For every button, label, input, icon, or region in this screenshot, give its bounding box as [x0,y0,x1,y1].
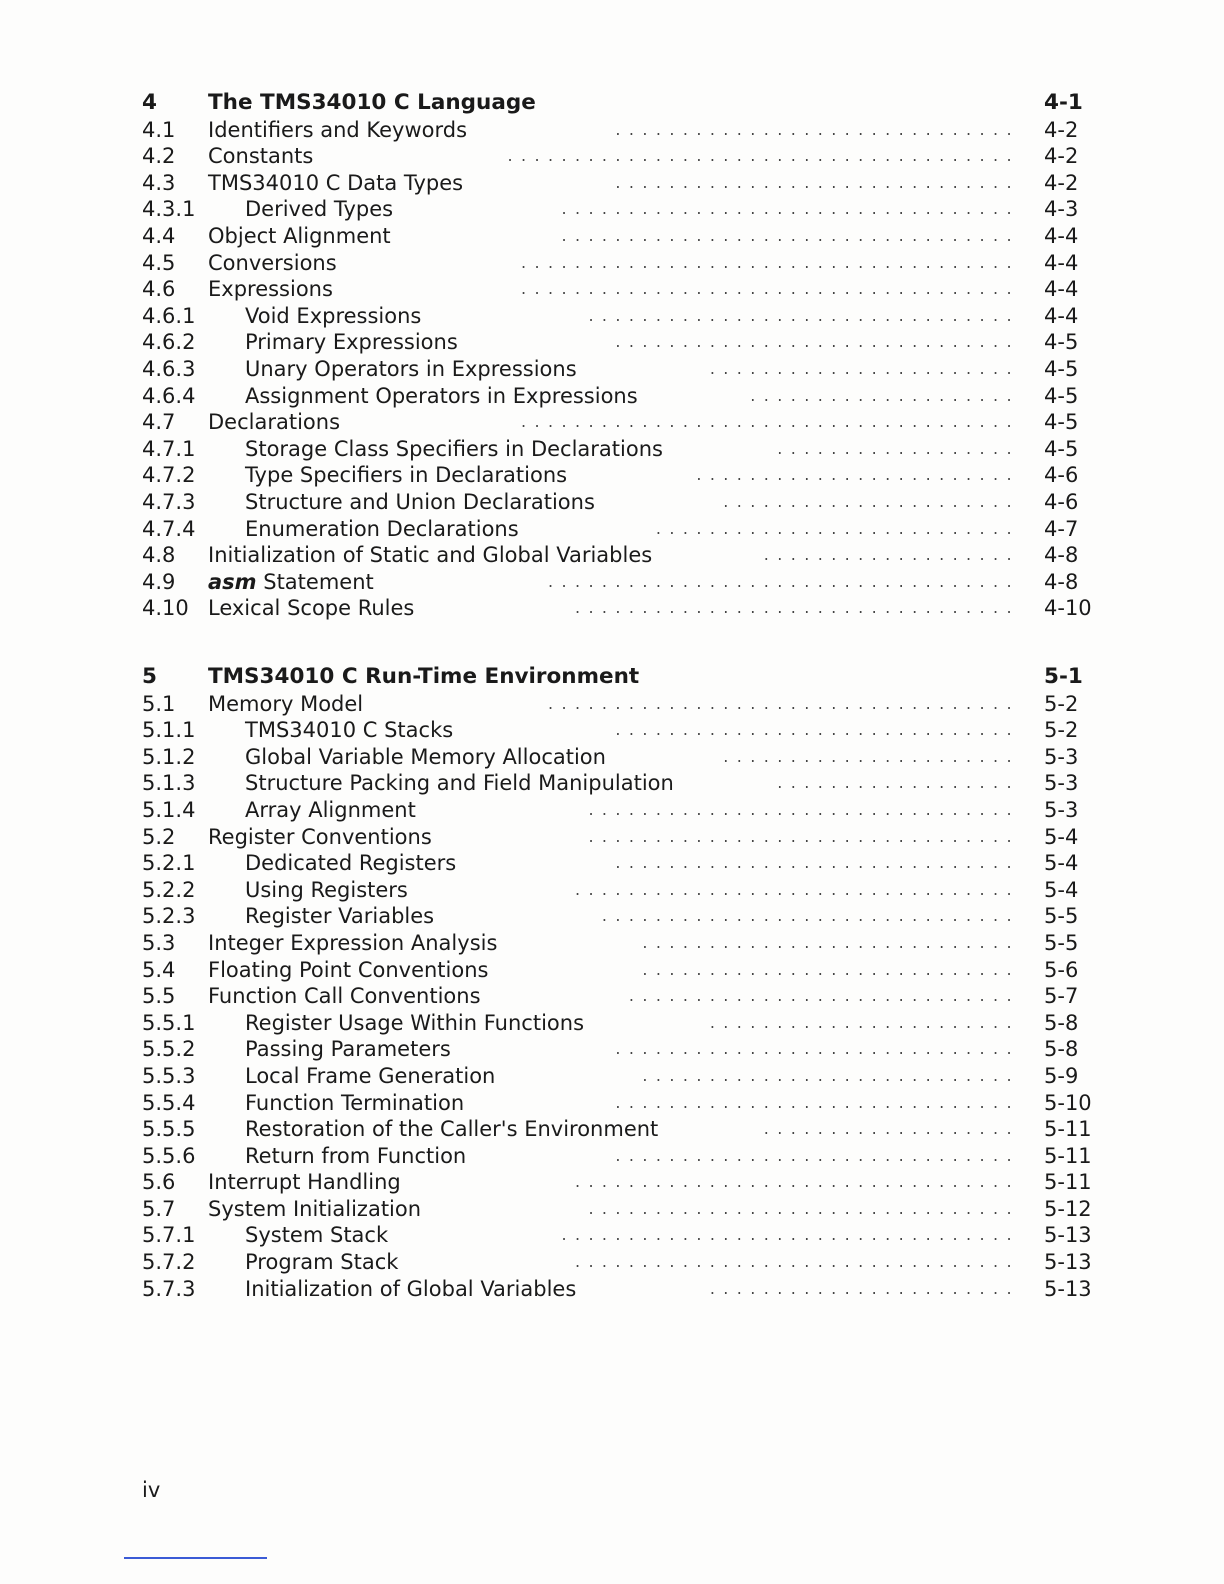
entry-title: Function Call Conventions [208,984,481,1009]
entry-title: Integer Expression Analysis [208,930,498,955]
entry-page: 5-12 [1044,1196,1092,1221]
entry-page: 5-11 [1044,1117,1092,1142]
entry-number: 5.5 [142,984,176,1009]
chapter-number: 4 [142,90,157,115]
entry-number: 5.4 [142,957,176,982]
entry-page: 4-8 [1044,543,1079,568]
entry-page: 5-11 [1044,1143,1092,1168]
entry-title: Global Variable Memory Allocation [245,744,606,769]
toc-entry[interactable] [142,744,1102,771]
entry-keyword: asm [208,569,257,594]
dot-leader: ................................ [588,799,1020,819]
chapter-4-section [142,90,1102,622]
dot-leader: ................................ [588,1198,1020,1218]
entry-title: Memory Model [208,691,364,716]
entry-number: 5.1.3 [142,771,196,796]
dot-leader: ...................................... [507,146,1020,166]
dot-leader: ............................ [642,959,1020,979]
toc-entry[interactable] [142,1036,1102,1063]
entry-number: 5.5.3 [142,1063,196,1088]
entry-number: 4.7.2 [142,463,196,488]
dot-leader: ................................. [574,1172,1020,1192]
entry-number: 4.8 [142,543,176,568]
dot-leader: ................... [763,1119,1020,1139]
toc-entry[interactable] [142,143,1102,170]
entry-title: Register Conventions [208,824,432,849]
entry-number: 4.1 [142,117,176,142]
entry-number: 5.5.6 [142,1143,196,1168]
entry-page: 5-13 [1044,1223,1092,1248]
toc-entry[interactable] [142,1143,1102,1170]
toc-entry[interactable] [142,770,1102,797]
entry-title: Register Variables [245,904,435,929]
entry-number: 4.7.1 [142,436,196,461]
toc-entry[interactable] [142,356,1102,383]
toc-entry[interactable] [142,903,1102,930]
toc-entry[interactable] [142,1196,1102,1223]
toc-entry[interactable] [142,850,1102,877]
toc-entry[interactable] [142,1222,1102,1249]
toc-entry[interactable] [142,223,1102,250]
entry-page: 5-8 [1044,1037,1079,1062]
entry-number: 4.7.3 [142,489,196,514]
dot-leader: .................. [777,438,1020,458]
dot-leader: ............................ [642,1065,1020,1085]
dot-leader: ....................... [709,1278,1020,1298]
entry-page: 5-3 [1044,771,1079,796]
entry-page: 5-2 [1044,691,1079,716]
entry-title: TMS34010 C Stacks [245,718,454,743]
entry-title: Object Alignment [208,223,391,248]
dot-leader: .................. [777,773,1020,793]
entry-title: Initialization of Static and Global Variables [208,543,653,568]
entry-number: 5.7.3 [142,1276,196,1301]
entry-number: 5.5.4 [142,1090,196,1115]
entry-page: 4-3 [1044,197,1079,222]
entry-number: 4.6.1 [142,303,196,328]
chapter-title: TMS34010 C Run-Time Environment [208,664,640,689]
toc-entry[interactable] [142,569,1102,596]
toc-entry[interactable] [142,930,1102,957]
toc-entry[interactable] [142,250,1102,277]
dot-leader: .................... [750,385,1020,405]
dot-leader: ................... [763,545,1020,565]
toc-entry[interactable] [142,1090,1102,1117]
entry-page: 5-7 [1044,984,1079,1009]
toc-entry[interactable] [142,1169,1102,1196]
entry-title: Dedicated Registers [245,851,457,876]
entry-title: Type Specifiers in Declarations [245,463,568,488]
toc-entry[interactable] [142,436,1102,463]
chapter-page: 5-1 [1044,664,1083,689]
entry-page: 4-2 [1044,117,1079,142]
entry-title: Return from Function [245,1143,467,1168]
entry-title: Register Usage Within Functions [245,1010,585,1035]
entry-number: 4.7 [142,410,176,435]
entry-title: Unary Operators in Expressions [245,356,577,381]
toc-entry[interactable] [142,489,1102,516]
entry-page: 5-3 [1044,797,1079,822]
dot-leader: ................................ [588,305,1020,325]
entry-number: 5.1.1 [142,718,196,743]
entry-page: 5-4 [1044,851,1079,876]
entry-page: 4-2 [1044,170,1079,195]
entry-page: 5-6 [1044,957,1079,982]
entry-title: Primary Expressions [245,330,458,355]
entry-number: 5.1.4 [142,797,196,822]
toc-entry[interactable] [142,1010,1102,1037]
entry-number: 5.2.2 [142,877,196,902]
dot-leader: .............................. [615,1039,1020,1059]
entry-number: 5.2 [142,824,176,849]
entry-number: 5.1.2 [142,744,196,769]
toc-entry[interactable] [142,516,1102,543]
page-folio: iv [142,1478,161,1502]
entry-number: 4.6.2 [142,330,196,355]
entry-number: 4.6.3 [142,356,196,381]
chapter-4-entries [142,117,1102,622]
entry-number: 5.5.5 [142,1117,196,1142]
entry-page: 5-8 [1044,1010,1079,1035]
dot-leader: .............................. [615,1145,1020,1165]
entry-title: Conversions [208,250,337,275]
entry-title: Assignment Operators in Expressions [245,383,638,408]
entry-title: Lexical Scope Rules [208,596,415,621]
entry-page: 4-5 [1044,383,1079,408]
entry-number: 4.4 [142,223,176,248]
toc-entry[interactable] [142,1276,1102,1303]
entry-title: Enumeration Declarations [245,516,519,541]
toc-entry[interactable] [142,691,1102,718]
dot-leader: ..................................... [521,279,1020,299]
entry-number: 5.3 [142,930,176,955]
entry-title: Function Termination [245,1090,465,1115]
dot-leader: ................................ [588,826,1020,846]
dot-leader: ................................... [547,571,1020,591]
chapter-page: 4-1 [1044,90,1083,115]
entry-page: 4-4 [1044,250,1079,275]
entry-page: 5-10 [1044,1090,1092,1115]
scan-mark-line [124,1557,267,1559]
dot-leader: ................................. [574,598,1020,618]
entry-page: 5-2 [1044,718,1079,743]
entry-title: Identifiers and Keywords [208,117,468,142]
entry-title: System Stack [245,1223,389,1248]
entry-number: 4.5 [142,250,176,275]
chapter-heading[interactable] [142,90,1102,117]
entry-number: 4.9 [142,569,176,594]
toc-entry[interactable] [142,383,1102,410]
entry-page: 4-8 [1044,569,1079,594]
toc-entry[interactable] [142,303,1102,330]
entry-page: 4-5 [1044,410,1079,435]
entry-number: 4.6 [142,277,176,302]
dot-leader: ................................. [574,1252,1020,1272]
dot-leader: ....................... [709,358,1020,378]
entry-number: 5.7 [142,1196,176,1221]
dot-leader: ...................... [723,491,1020,511]
entry-number: 4.6.4 [142,383,196,408]
entry-title: TMS34010 C Data Types [208,170,464,195]
chapter-title: The TMS34010 C Language [208,90,536,115]
dot-leader: ....................... [709,1012,1020,1032]
dot-leader: ...................... [723,746,1020,766]
entry-title: Restoration of the Caller's Environment [245,1117,659,1142]
entry-number: 5.7.2 [142,1250,196,1275]
entry-page: 4-6 [1044,463,1079,488]
entry-page: 4-5 [1044,436,1079,461]
dot-leader: .............................. [615,720,1020,740]
dot-leader: ............................. [628,986,1020,1006]
entry-page: 5-13 [1044,1250,1092,1275]
entry-title: Using Registers [245,877,408,902]
dot-leader: ............................ [642,932,1020,952]
toc-entry[interactable] [142,196,1102,223]
entry-page: 4-4 [1044,223,1079,248]
entry-page: 5-9 [1044,1063,1079,1088]
entry-page: 4-5 [1044,356,1079,381]
toc-entry[interactable] [142,117,1102,144]
entry-title: Derived Types [245,197,394,222]
entry-title: Void Expressions [245,303,422,328]
entry-page: 4-6 [1044,489,1079,514]
dot-leader: .................................. [561,199,1020,219]
entry-page: 4-5 [1044,330,1079,355]
dot-leader: .................................. [561,1225,1020,1245]
dot-leader: .............................. [615,119,1020,139]
entry-title: Initialization of Global Variables [245,1276,577,1301]
toc-entry[interactable] [142,542,1102,569]
dot-leader: .............................. [615,853,1020,873]
toc-entry[interactable] [142,877,1102,904]
toc-entry[interactable] [142,1063,1102,1090]
chapter-5-section [142,664,1102,1302]
toc-entry[interactable] [142,797,1102,824]
dot-leader: .............................. [615,332,1020,352]
dot-leader: .............................. [615,172,1020,192]
entry-page: 4-2 [1044,144,1079,169]
dot-leader: ............................... [601,906,1020,926]
entry-number: 5.2.3 [142,904,196,929]
entry-title: Array Alignment [245,797,416,822]
toc-entry[interactable] [142,276,1102,303]
entry-title: Storage Class Specifiers in Declarations [245,436,663,461]
toc-entry[interactable] [142,462,1102,489]
entry-title: Program Stack [245,1250,399,1275]
entry-page: 5-11 [1044,1170,1092,1195]
toc-entry[interactable] [142,1116,1102,1143]
entry-page: 5-13 [1044,1276,1092,1301]
entry-title: Interrupt Handling [208,1170,401,1195]
entry-title: Declarations [208,410,341,435]
entry-number: 5.7.1 [142,1223,196,1248]
entry-number: 5.5.1 [142,1010,196,1035]
entry-number: 5.5.2 [142,1037,196,1062]
entry-page: 4-7 [1044,516,1079,541]
entry-number: 4.10 [142,596,189,621]
entry-title: Local Frame Generation [245,1063,496,1088]
entry-number: 4.2 [142,144,176,169]
entry-title: Passing Parameters [245,1037,451,1062]
entry-number: 5.1 [142,691,176,716]
dot-leader: ..................................... [521,412,1020,432]
entry-page: 4-4 [1044,303,1079,328]
toc-entry[interactable] [142,983,1102,1010]
entry-page: 5-3 [1044,744,1079,769]
dot-leader: ................................... [547,693,1020,713]
dot-leader: .................................. [561,225,1020,245]
entry-title [208,569,374,596]
chapter-5-entries [142,691,1102,1303]
toc-entry[interactable] [142,329,1102,356]
entry-number: 5.6 [142,1170,176,1195]
entry-title: Structure Packing and Field Manipulation [245,771,674,796]
entry-number: 4.3.1 [142,197,196,222]
toc-entry[interactable] [142,957,1102,984]
dot-leader: ................................. [574,879,1020,899]
entry-title: Constants [208,144,314,169]
entry-title: Expressions [208,277,333,302]
entry-number: 4.3 [142,170,176,195]
toc-entry[interactable] [142,824,1102,851]
entry-title-text: Statement [256,569,374,594]
toc-entry[interactable] [142,409,1102,436]
chapter-heading[interactable] [142,664,1102,691]
entry-title: Floating Point Conventions [208,957,489,982]
entry-number: 5.2.1 [142,851,196,876]
toc-entry[interactable] [142,170,1102,197]
dot-leader: ........................... [655,518,1020,538]
entry-title: System Initialization [208,1196,422,1221]
entry-page: 4-4 [1044,277,1079,302]
entry-number: 4.7.4 [142,516,196,541]
entry-page: 5-4 [1044,877,1079,902]
entry-page: 5-5 [1044,930,1079,955]
dot-leader: ........................ [696,465,1020,485]
entry-page: 5-5 [1044,904,1079,929]
dot-leader: .............................. [615,1092,1020,1112]
dot-leader: ..................................... [521,252,1020,272]
toc-entry[interactable] [142,595,1102,622]
entry-page: 4-10 [1044,596,1092,621]
toc-entry[interactable] [142,1249,1102,1276]
toc-entry[interactable] [142,717,1102,744]
entry-page: 5-4 [1044,824,1079,849]
entry-title: Structure and Union Declarations [245,489,595,514]
chapter-number: 5 [142,664,157,689]
